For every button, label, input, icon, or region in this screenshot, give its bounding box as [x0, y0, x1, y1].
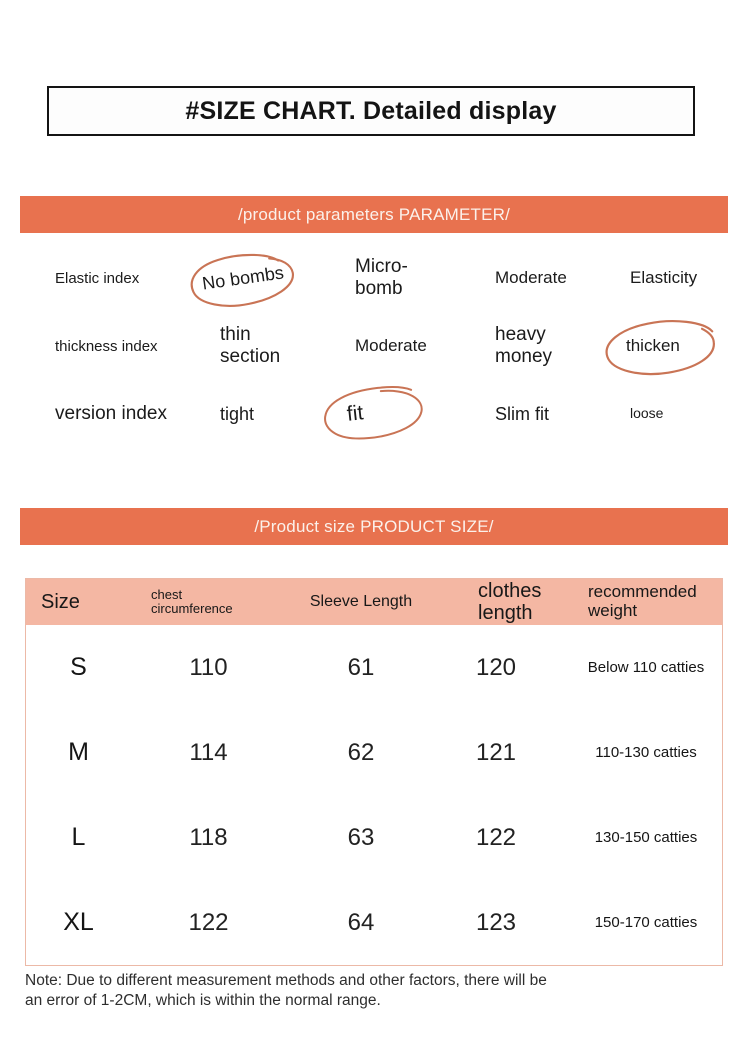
- param-option-cell: [220, 324, 355, 368]
- param-option: thin section: [220, 324, 281, 367]
- table-row: [26, 795, 722, 880]
- param-label: Elastic index: [55, 269, 140, 287]
- page-title-box: [47, 86, 695, 136]
- param-option-cell: [355, 256, 495, 300]
- param-option: fit: [345, 401, 365, 426]
- param-option-highlighted: [192, 262, 294, 295]
- cell-sleeve: 61: [347, 653, 375, 681]
- param-option-cell: [626, 330, 735, 362]
- param-label: thickness index: [55, 337, 158, 355]
- cell-chest: 118: [189, 823, 228, 851]
- banner-product-parameters-label: /product parameters PARAMETER/: [237, 204, 511, 224]
- cell-weight: Below 110 catties: [587, 659, 705, 676]
- header-cell-chest: chest circumference: [151, 586, 233, 616]
- cell-clothes: 121: [475, 738, 517, 766]
- header-cell-size: Size: [41, 591, 80, 613]
- cell-chest: 122: [188, 908, 229, 936]
- param-option-cell: [630, 405, 735, 423]
- cell-chest: 114: [189, 738, 228, 766]
- banner-product-size: [20, 508, 728, 545]
- param-option: heavy money: [495, 324, 553, 367]
- cell-clothes: 120: [475, 653, 517, 681]
- param-option: No bombs: [200, 261, 285, 294]
- banner-product-parameters: [20, 196, 728, 233]
- param-option: loose: [630, 405, 664, 421]
- cell-sleeve: 62: [347, 738, 375, 766]
- param-option-cell: [495, 404, 630, 425]
- cell-clothes: 123: [475, 908, 517, 936]
- table-row: [26, 880, 722, 965]
- param-option: Elasticity: [630, 268, 698, 287]
- param-option-cell: [495, 324, 630, 368]
- param-option-cell: [355, 336, 495, 356]
- param-option-cell: [200, 261, 355, 295]
- param-option: Moderate: [355, 336, 427, 355]
- cell-weight: 110-130 catties: [595, 744, 697, 761]
- size-table-header: [26, 579, 722, 625]
- param-row-elastic: [55, 244, 735, 312]
- param-option: Moderate: [495, 268, 567, 287]
- measurement-note: Note: Due to different measurement methods and other factors, there will be an error of 1-2CM, which is within the normal range.: [25, 972, 547, 1010]
- param-row-thickness: [55, 312, 735, 380]
- param-option: Micro-bomb: [355, 256, 408, 299]
- cell-chest: 110: [189, 653, 228, 681]
- size-table: [25, 578, 723, 966]
- param-option-cell: [495, 268, 630, 288]
- param-option-highlighted: [616, 330, 690, 362]
- param-option-cell: [345, 396, 495, 432]
- header-cell-sleeve: Sleeve Length: [309, 593, 413, 611]
- cell-sleeve: 63: [347, 823, 375, 851]
- header-cell-weight: recommended weight: [588, 582, 697, 620]
- param-option-cell: [220, 404, 355, 425]
- param-row-version: [55, 380, 735, 448]
- cell-weight: 150-170 catties: [594, 914, 698, 931]
- page-title: #SIZE CHART. Detailed display: [185, 96, 557, 125]
- table-row: [26, 625, 722, 710]
- cell-sleeve: 64: [347, 908, 375, 936]
- banner-product-size-label: /Product size PRODUCT SIZE/: [254, 516, 494, 536]
- cell-size: XL: [63, 908, 94, 936]
- param-option: Slim fit: [495, 403, 549, 424]
- parameters-grid: [55, 244, 735, 448]
- param-option-highlighted: [337, 396, 373, 432]
- param-label: version index: [55, 403, 167, 424]
- param-option: tight: [220, 403, 255, 424]
- table-row: [26, 710, 722, 795]
- cell-clothes: 122: [475, 823, 517, 851]
- param-option-cell: [630, 268, 735, 288]
- cell-weight: 130-150 catties: [594, 829, 698, 846]
- cell-size: L: [71, 823, 86, 851]
- param-option: thicken: [626, 336, 680, 355]
- cell-size: S: [70, 653, 87, 681]
- header-cell-clothes: clothes length: [478, 580, 542, 624]
- cell-size: M: [68, 738, 89, 766]
